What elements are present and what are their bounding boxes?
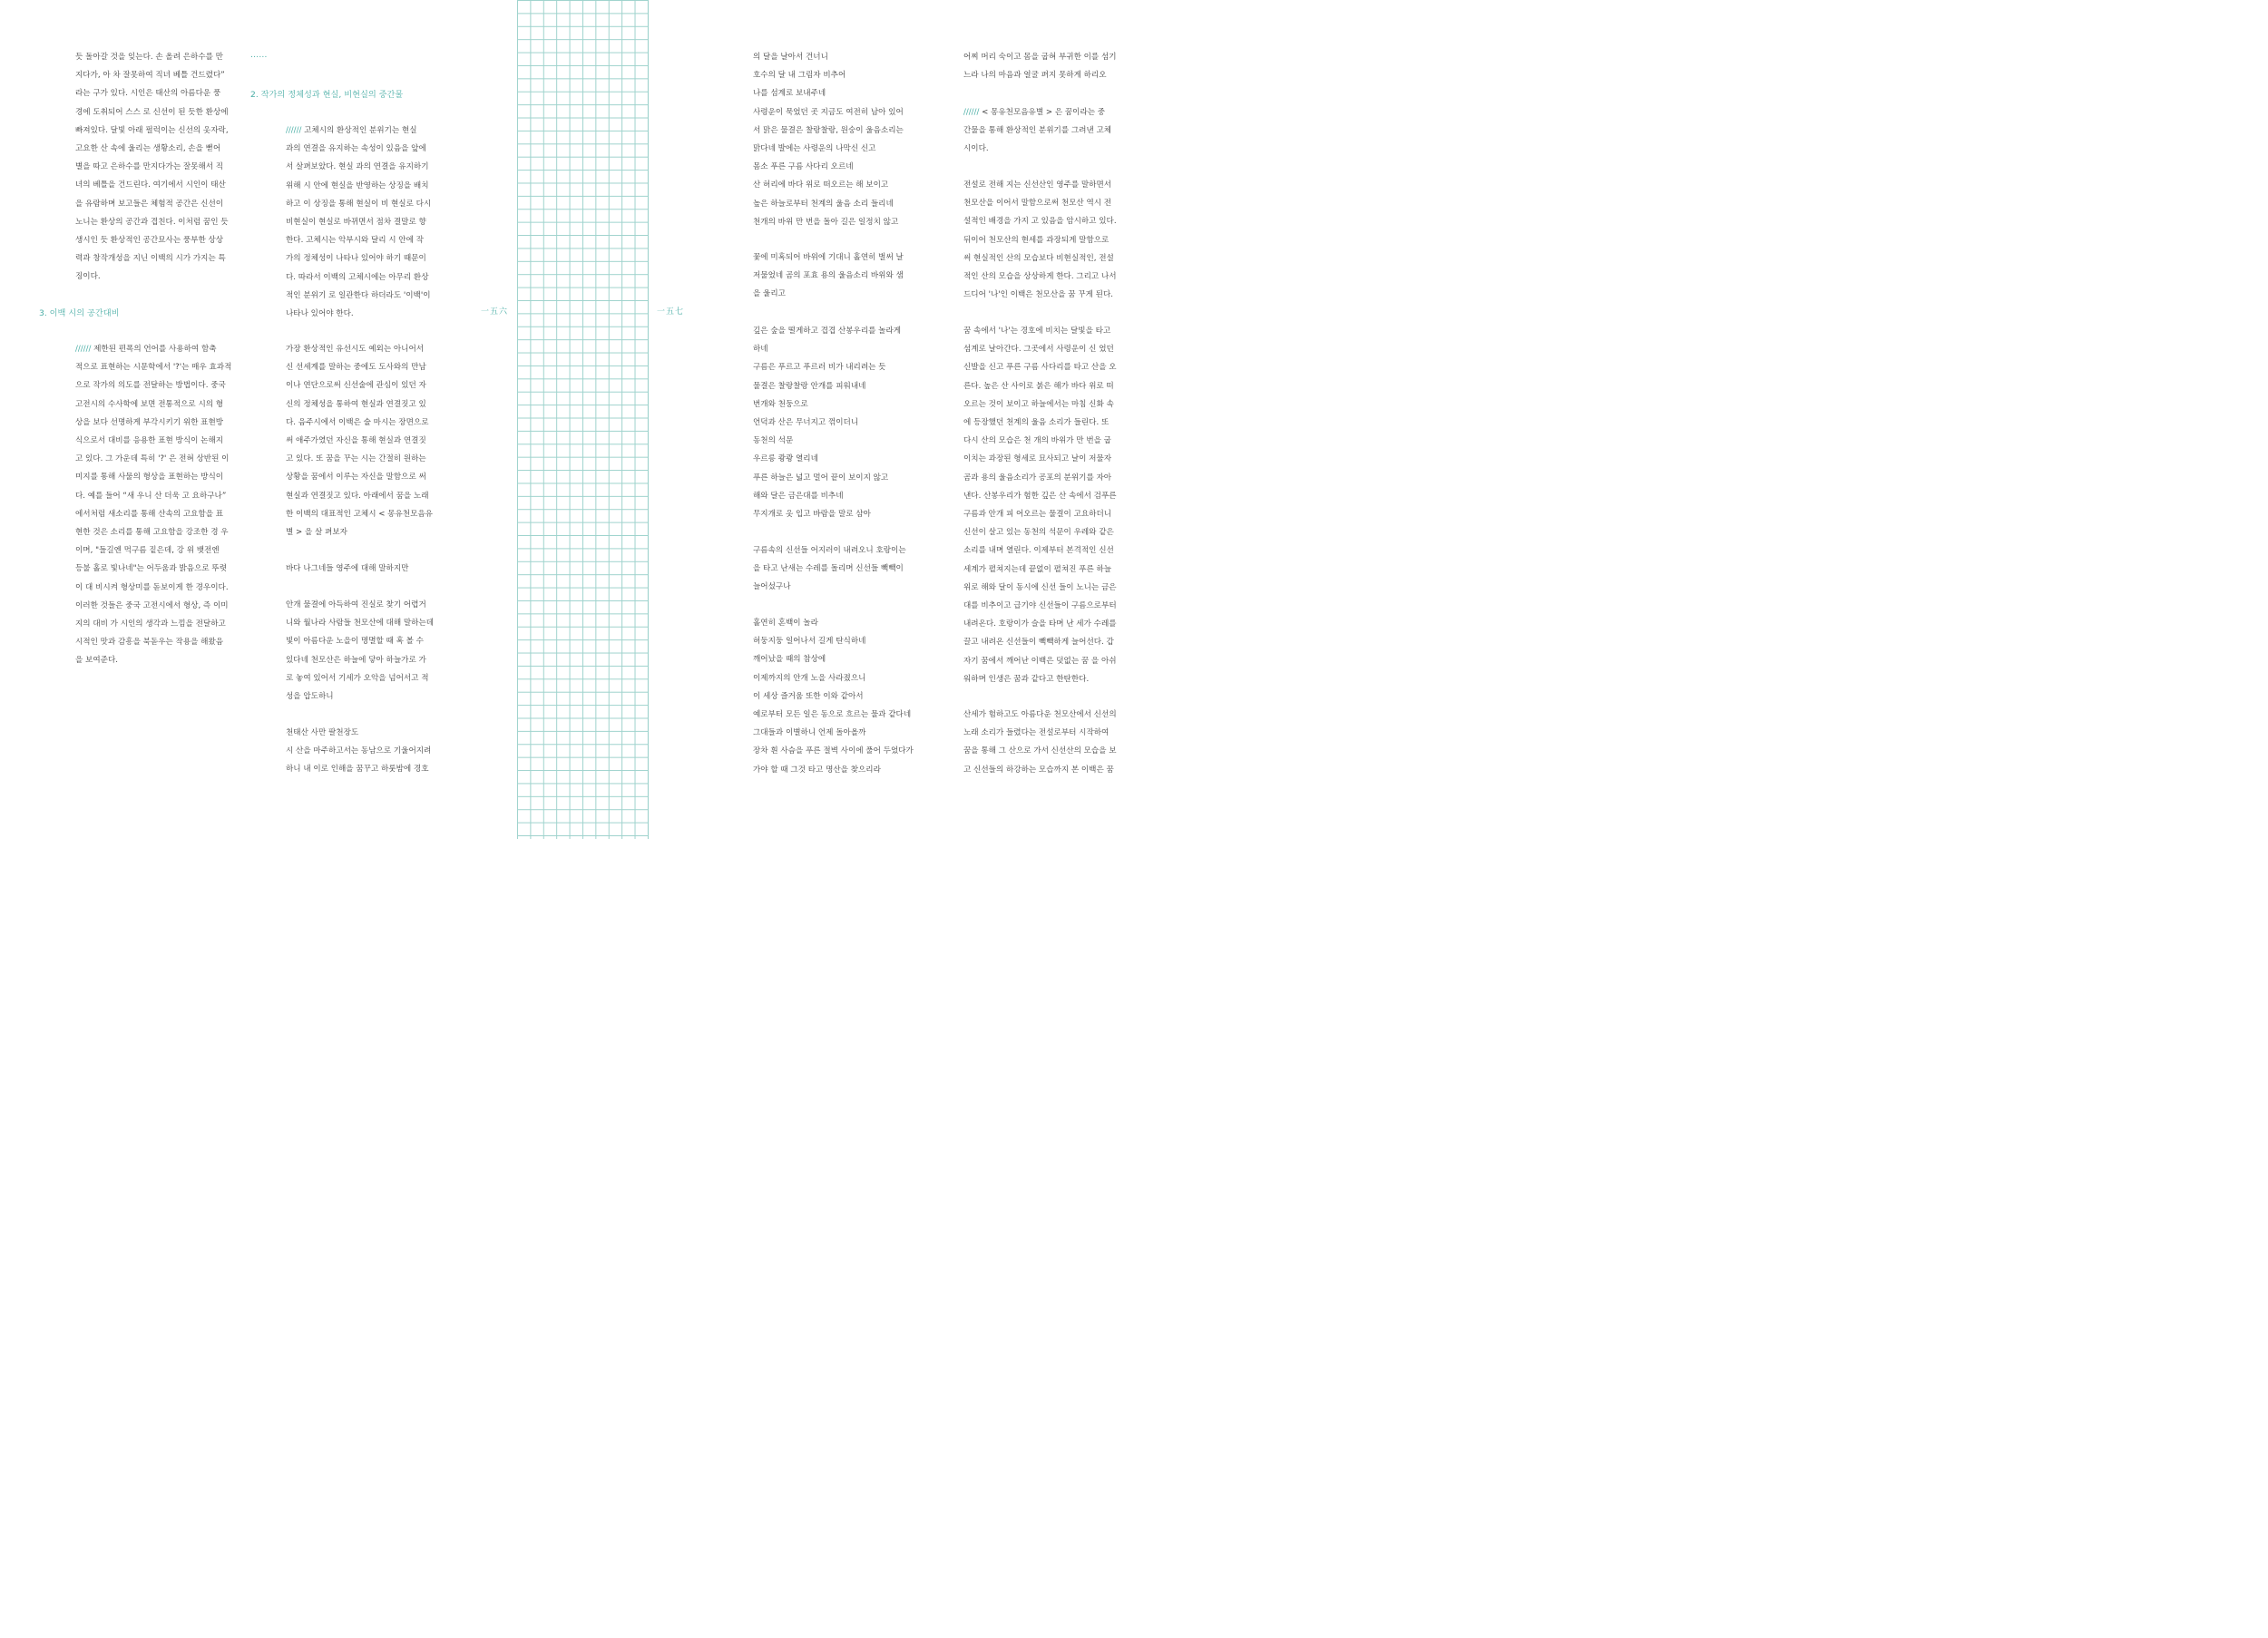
col1-para2-first: 제한된 편폭의 언어를 사용하여 함축: [91, 345, 217, 354]
text-line: 섬계로 날아간다. 그곳에서 사령운이 신 었던: [963, 345, 1114, 355]
text-line: 구름과 안개 피 어오르는 물결이 고요하더니: [963, 510, 1112, 520]
text-line: 고 있다. 또 꿈을 꾸는 시는 간절히 원하는: [286, 454, 426, 464]
text-line: 듯 돌아갈 것을 잊는다. 손 올려 은하수를 만: [75, 53, 223, 62]
text-line: 등불 홀로 빛나네"는 어두움과 밝음으로 뚜렷: [75, 564, 228, 574]
text-line: 산세가 험하고도 아름다운 천모산에서 신선의: [963, 710, 1117, 719]
text-line: 써 애주가였던 자신을 통해 현실과 연결짓: [286, 436, 426, 446]
text-line: 노래 소리가 들렸다는 전설로부터 시작하여: [963, 728, 1110, 738]
col2-dots: ……: [250, 50, 268, 60]
text-line: 별을 따고 은하수를 만지다가는 잘못해서 직: [75, 162, 224, 172]
text-line: 구름속의 신선들 어지러이 내려오니 호랑이는: [753, 546, 906, 555]
text-line: 느라 나의 마음과 얼굴 펴지 못하게 하리오: [963, 71, 1107, 81]
text-line: 오르는 것이 보이고 하늘에서는 마침 신화 속: [963, 399, 1114, 409]
text-line: 의 달을 날아서 건너니: [753, 53, 828, 62]
text-line: 신선이 살고 있는 동천의 석문이 우레와 같은: [963, 528, 1114, 538]
text-line: 맑다네 발에는 사령운의 나막신 신고: [753, 144, 876, 154]
text-line: 늘어섰구나: [753, 582, 791, 592]
text-line: 가야 할 때 그것 타고 명산을 찾으리라: [753, 765, 881, 775]
col4-para3: [963, 176, 1117, 304]
text-line: 하고 이 상징을 통해 현실이 비 현실로 다시: [286, 199, 432, 209]
text-line: 을 유람하며 보고들은 체험적 공간은 신선이: [75, 199, 224, 209]
text-line: 빛이 아름다운 노을이 명멸할 때 혹 볼 수: [286, 637, 424, 647]
text-line: 가의 정체성이 나타나 있어야 하기 때문이: [286, 254, 426, 264]
col2-para2: [286, 340, 433, 541]
text-line: 무지개로 옷 입고 바람을 말로 삼아: [753, 510, 871, 520]
text-line: 대를 비추이고 급기야 신선들이 구름으로부터: [963, 601, 1117, 611]
right-page: [648, 0, 1161, 839]
text-line: 안개 물결에 아득하여 진실로 찾기 어렵거: [286, 600, 426, 609]
text-line: 징이다.: [75, 272, 101, 282]
text-line: 식으로서 대비를 응용한 표현 방식이 논해지: [75, 436, 224, 446]
col2-poem1: [286, 560, 408, 578]
text-line: 신 선세계를 말하는 중에도 도사와의 만남: [286, 363, 426, 373]
text-line: 천태산 사만 팔천장도: [286, 728, 359, 737]
text-line: 몸소 푸른 구름 사다리 오르네: [753, 162, 854, 172]
grid-spine: [517, 0, 649, 839]
text-line: 허둥지둥 일어나서 길게 탄식하네: [753, 637, 866, 647]
text-line: 소리를 내며 열린다. 이제부터 본격적인 신선: [963, 546, 1114, 556]
text-line: 끌고 내려온 신선들이 빽빽하게 늘어선다. 갑: [963, 638, 1114, 648]
text-line: 하네: [753, 345, 768, 355]
text-line: 적인 분위기 로 일관한다 하더라도 '이백'이: [286, 290, 431, 300]
text-line: 이며, "들길엔 먹구름 짙은데, 강 위 뱃전엔: [75, 546, 220, 556]
text-line: 시이다.: [963, 144, 989, 154]
paragraph-mark: //////: [286, 126, 302, 135]
text-line: 한 이백의 대표적인 고체시 < 몽유천모음유: [286, 509, 433, 519]
text-line: 노니는 환상의 공간과 겹친다. 이처럼 꿈인 듯: [75, 217, 229, 227]
text-line: 간물을 통해 환상적인 분위기를 그려낸 고체: [963, 126, 1112, 136]
text-line: 구름은 푸르고 푸르러 비가 내리려는 듯: [753, 363, 886, 373]
text-line: 적으로 표현하는 시문학에서 '?'는 매우 효과적: [75, 363, 232, 373]
col4-para5: [963, 706, 1117, 779]
col2-poem2: [286, 596, 434, 706]
text-line: 이치는 과장된 형세로 묘사되고 날이 저물자: [963, 454, 1112, 464]
text-line: 높은 하늘로부터 천계의 울음 소리 들리네: [753, 199, 894, 209]
col4-para4: [963, 322, 1117, 688]
text-line: 서 맑은 물결은 찰랑찰랑, 원숭이 울음소리는: [753, 125, 904, 135]
text-line: 적인 산의 모습을 상상하게 한다. 그리고 나서: [963, 272, 1117, 282]
text-line: 위로 해와 달이 동시에 신선 들이 노니는 금은: [963, 582, 1117, 592]
text-line: 꿈 속에서 '나'는 경호에 비치는 달빛을 타고: [963, 327, 1111, 336]
text-line: 예로부터 모든 일은 동으로 흐르는 물과 같다네: [753, 710, 912, 720]
text-line: 호수의 달 내 그림자 비추어: [753, 71, 846, 81]
text-line: 신의 정체성을 통하여 현실과 연결짓고 있: [286, 399, 426, 409]
text-line: 워하며 인생은 꿈과 같다고 한탄한다.: [963, 674, 1090, 684]
text-line: 을 타고 난새는 수레를 돌리며 신선들 빽빽이: [753, 564, 904, 574]
text-line: 빠져있다. 달빛 아래 펄럭이는 신선의 옷자락,: [75, 125, 229, 135]
text-line: 전설로 전해 지는 신선산인 영주를 말하면서: [963, 180, 1112, 190]
text-line: 현실과 연결짓고 있다. 아래에서 꿈을 노래: [286, 491, 429, 501]
text-line: 현한 것은 소리를 통해 고요함을 강조한 경 우: [75, 528, 229, 538]
text-line: 뒤이어 천모산의 현세를 과장되게 말함으로: [963, 235, 1110, 245]
paragraph-mark: //////: [75, 345, 92, 354]
col2-poem3: [286, 724, 431, 779]
text-line: 낸다. 산봉우리가 험한 깊은 산 속에서 검푸른: [963, 491, 1117, 501]
text-line: 어찌 머리 숙이고 몸을 굽혀 부귀한 이를 섬기: [963, 53, 1117, 62]
text-line: 별 > 을 살 펴보자: [286, 528, 347, 538]
text-line: 고 신선들의 하강하는 모습까지 본 이백은 꿈: [963, 765, 1114, 775]
text-line: 서 살펴보았다. 현실 과의 연결을 유지하기: [286, 162, 429, 172]
text-line: 한다. 고체시는 악부시와 달리 시 안에 작: [286, 236, 424, 246]
col3-stanza4: [753, 541, 906, 597]
page-number-right: 一五七: [657, 307, 685, 317]
col4-para1: [963, 48, 1117, 84]
col1-para1: [75, 48, 229, 287]
text-line: 있다네 천모산은 하늘에 닿아 하늘가로 가: [286, 655, 426, 665]
col2-para1-first: 고체시의 환상적인 분위기는 현실: [301, 126, 417, 135]
text-line: 을 보여준다.: [75, 656, 118, 666]
text-line: 고전시의 수사학에 보면 전통적으로 시의 형: [75, 399, 224, 409]
text-line: 꽃에 미혹되어 바위에 기대니 홀연히 벌써 날: [753, 253, 904, 262]
text-line: 에서처럼 새소리를 통해 산속의 고요함을 표: [75, 509, 224, 519]
col1-para2: [75, 340, 231, 670]
text-line: 그대들과 이별하니 언제 돌아올까: [753, 728, 866, 738]
text-line: 니와 월나라 사람들 천모산에 대해 말하는데: [286, 619, 435, 629]
text-line: 깨어났을 때의 참상에: [753, 655, 826, 665]
section2-heading: 2. 작가의 정체성과 현실, 비현실의 중간물: [250, 90, 404, 100]
text-line: 깊은 숲을 떨게하고 겹겹 산봉우리를 놀라게: [753, 327, 902, 336]
text-line: 시 산을 마주하고서는 동남으로 기울어지려: [286, 746, 432, 756]
col3-stanza5: [753, 614, 914, 779]
text-line: 경에 도취되어 스스 로 신선이 된 듯한 환상에: [75, 107, 229, 117]
paragraph-mark: //////: [963, 108, 980, 117]
text-line: 다. 따라서 이백의 고체시에는 아무리 환상: [286, 272, 429, 282]
text-line: 곰과 용의 울음소리가 공포의 분위기를 자아: [963, 473, 1112, 483]
text-line: 상황을 꿈에서 이루는 자신을 말함으로 써: [286, 473, 426, 483]
text-line: 드디어 '나'인 이백은 천모산을 꿈 꾸게 된다.: [963, 290, 1113, 300]
col3-stanza2: [753, 249, 904, 304]
text-line: 라는 구가 있다. 시인은 태산의 아름다운 풍: [75, 89, 221, 99]
text-line: 른다. 높은 산 사이로 붉은 해가 바다 위로 떠: [963, 381, 1114, 391]
text-line: 이 세상 즐거움 또한 이와 같아서: [753, 691, 864, 701]
text-line: 다시 산의 모습은 천 개의 바위가 만 번을 굽: [963, 436, 1111, 446]
text-line: 하니 내 이로 인해을 꿈꾸고 하룻밤에 경호: [286, 765, 429, 775]
text-line: 신발을 신고 푸른 구름 사다리를 타고 산을 오: [963, 363, 1117, 373]
left-page: [0, 0, 517, 839]
text-line: 으로 작가의 의도를 전달하는 방법이다. 중국: [75, 381, 226, 391]
text-line: 과의 연결을 유지하는 속성이 있음을 앞에: [286, 144, 426, 154]
text-line: 이제까지의 안개 노을 사라졌으니: [753, 673, 866, 683]
text-line: 홀연히 혼백이 놀라: [753, 619, 818, 628]
text-line: 력과 창작개성을 지닌 이백의 시가 가지는 특: [75, 254, 226, 264]
text-line: 천개의 바위 만 번을 돌아 길은 일정치 않고: [753, 217, 899, 227]
col2-para1: [286, 122, 431, 323]
page-number-left: 一五六: [481, 307, 509, 317]
text-line: 우르릉 쾅쾅 열리네: [753, 454, 818, 464]
text-line: 푸른 하늘은 넓고 멀어 끝이 보이지 않고: [753, 473, 889, 483]
text-line: 지의 대비 가 시인의 생각과 느낌을 전달하고: [75, 619, 226, 629]
text-line: 물결은 찰랑찰랑 안개를 피워내네: [753, 381, 866, 391]
text-line: 에 등장했던 천계의 울음 소리가 들린다. 또: [963, 418, 1110, 428]
text-line: 위해 시 안에 현실을 반영하는 상징을 배치: [286, 180, 429, 190]
text-line: 가장 환상적인 유선시도 예외는 아니어서: [286, 345, 425, 354]
text-line: 언덕과 산은 무너지고 꺾이더니: [753, 418, 859, 428]
col4-para2: [963, 103, 1111, 159]
col3-stanza1: [753, 48, 904, 231]
text-line: 나타나 있어야 한다.: [286, 309, 354, 319]
text-line: 미지를 통해 사물의 형상을 표현하는 방식이: [75, 473, 224, 483]
text-line: 을 울리고: [753, 289, 786, 299]
text-line: 사령운이 묵었던 곳 지금도 여전히 남아 있어: [753, 107, 904, 117]
text-line: 고요한 산 속에 울리는 생황소리, 손을 뻗어: [75, 144, 221, 154]
section3-heading: 3. 이백 시의 공간대비: [39, 308, 120, 318]
text-line: 동천의 석문: [753, 436, 794, 446]
text-line: 녀의 베틀을 건드린다. 여기에서 시인이 태산: [75, 180, 226, 190]
text-line: 장차 흰 사슴을 푸른 절벽 사이에 풀어 두었다가: [753, 746, 914, 756]
text-line: 번개와 천둥으로: [753, 399, 808, 409]
text-line: 상을 보다 선명하게 부각시키기 위한 표현방: [75, 417, 224, 427]
text-line: 나를 섬계로 보내주네: [753, 89, 826, 99]
text-line: 산 허리에 바다 위로 떠오르는 해 보이고: [753, 180, 889, 190]
text-line: 다. 예를 들어 “새 우니 산 더욱 고 요하구나”: [75, 491, 227, 501]
text-line: 이나 연단으로써 신선술에 관심이 있던 자: [286, 381, 426, 391]
text-line: 바다 나그네들 영주에 대해 말하지만: [286, 564, 409, 573]
text-line: 다. 음주시에서 이백은 술 마시는 장면으로: [286, 417, 429, 427]
text-line: 지다가, 아 차 잘못하여 직녀 베틀 건드렸다”: [75, 71, 225, 81]
text-line: 로 놓여 있어서 기세가 오악을 넘어서고 적: [286, 673, 429, 683]
text-line: 고 있다. 그 가운데 특히 '?' 은 전혀 상반된 이: [75, 454, 230, 464]
text-line: 자기 꿈에서 깨어난 이백은 덧없는 꿈 을 아쉬: [963, 656, 1117, 666]
text-line: 설적인 배경을 가지 고 있음을 암시하고 있다.: [963, 217, 1117, 227]
col3-stanza3: [753, 322, 901, 523]
text-line: 시적인 맛과 감흥을 북돋우는 작용을 해왔음: [75, 638, 224, 648]
text-line: 저물었네 곰의 포효 용의 울음소리 바위와 샘: [753, 271, 904, 281]
col4-para2-first: < 몽유천모음유별 > 은 꿈이라는 중: [979, 108, 1106, 117]
text-line: 내려온다. 호랑이가 슬을 타며 난 세가 수레를: [963, 619, 1117, 629]
text-line: 비현실이 현실로 바뀌면서 점차 결말로 향: [286, 218, 426, 228]
text-line: 이러한 것들은 중국 고전시에서 형상, 즉 이미: [75, 600, 229, 610]
text-line: 천모산을 이어서 말함으로써 천모산 역시 전: [963, 199, 1112, 209]
text-line: 꿈을 통해 그 산으로 가서 신선산의 모습을 보: [963, 746, 1117, 756]
text-line: 생시인 듯 환상적인 공간묘사는 풍부한 상상: [75, 236, 224, 246]
text-line: 써 현실적인 산의 모습보다 비현실적인, 전설: [963, 253, 1114, 263]
text-line: 해와 달은 금은대를 비추네: [753, 491, 844, 501]
text-line: 성을 압도하니: [286, 692, 334, 702]
text-line: 세계가 펼쳐지는데 끝없이 펼쳐진 푸른 하늘: [963, 564, 1112, 574]
text-line: 이 대 비시켜 형상미를 돋보이게 한 경우이다.: [75, 582, 229, 592]
